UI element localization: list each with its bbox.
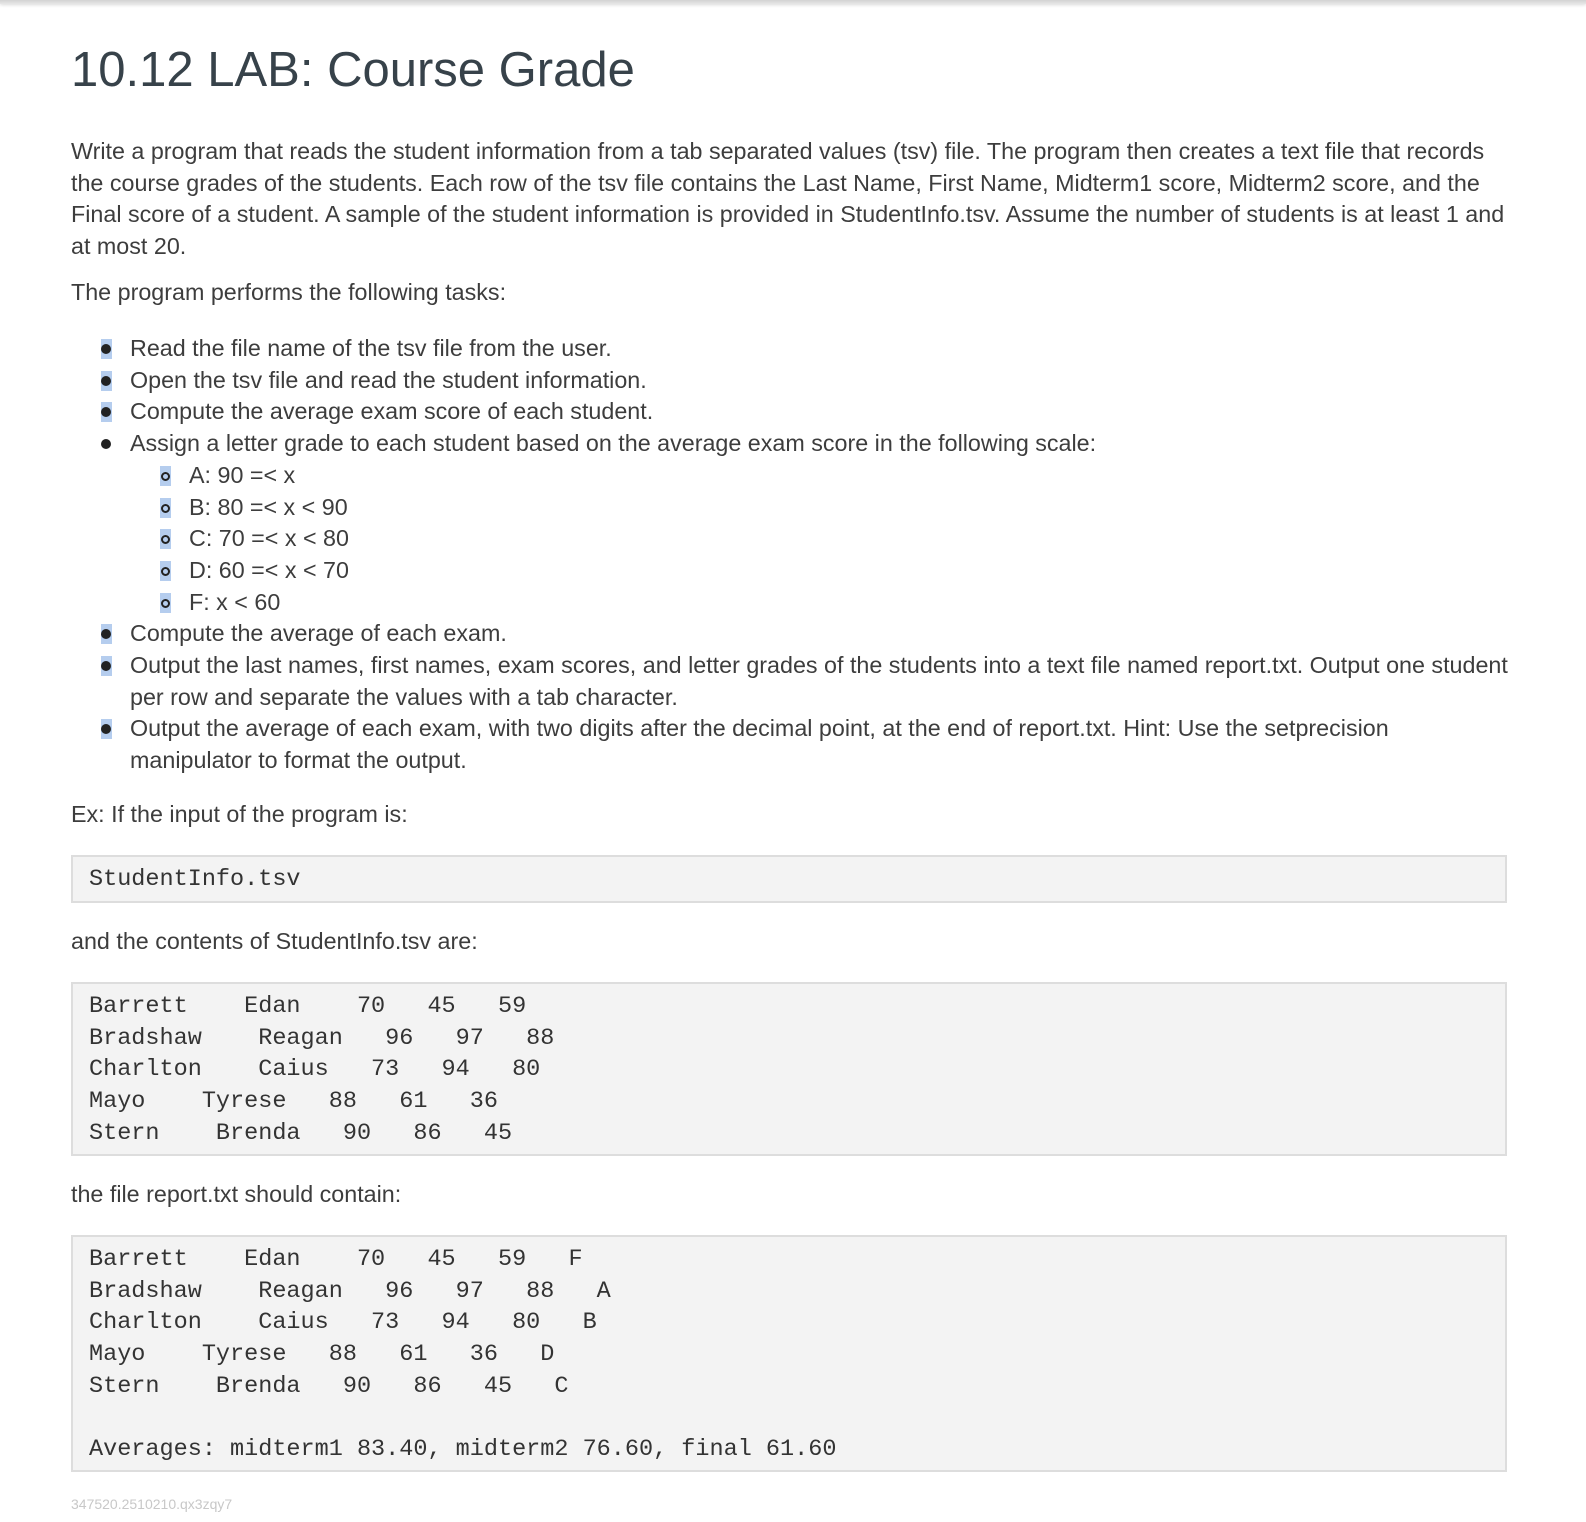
list-item (130, 587, 1511, 619)
grade-scale-text: B: 80 =< x < 90 (189, 493, 348, 520)
list-item (71, 333, 1511, 365)
task-text: Assign a letter grade to each student based on the average exam score in the following scale: (130, 430, 1097, 457)
list-item (71, 365, 1511, 397)
bullet-icon (101, 339, 112, 359)
grade-scale-text: D: 60 =< x < 70 (189, 556, 349, 583)
contents-intro: and the contents of StudentInfo.tsv are: (71, 928, 478, 954)
code-line: Mayo Tyrese 88 61 36 D (89, 1341, 555, 1369)
grade-scale-text: C: 70 =< x < 80 (189, 525, 349, 552)
code-line: Stern Brenda 90 86 45 (89, 1119, 513, 1147)
task-text: Read the file name of the tsv file from the user. (130, 335, 612, 361)
tsv-contents-box (71, 982, 1507, 1156)
list-item (130, 555, 1511, 587)
task-text: Output the average of each exam, with two digits after the decimal point, at the end of report.txt. Hint: Use the setprecision manipulator to format the output. (130, 715, 1389, 774)
task-text: Compute the average of each exam. (130, 620, 507, 647)
code-line: Mayo Tyrese 88 61 36 (89, 1088, 498, 1116)
circle-bullet-icon (160, 466, 171, 486)
list-item (130, 492, 1511, 524)
code-line: StudentInfo.tsv (89, 866, 301, 893)
code-line: Charlton Caius 73 94 80 (89, 1056, 541, 1084)
bullet-icon (101, 434, 112, 454)
code-line: Barrett Edan 70 45 59 (89, 993, 527, 1020)
list-item (130, 460, 1511, 492)
code-line: Bradshaw Reagan 96 97 88 (89, 1024, 555, 1052)
bullet-icon (101, 656, 112, 676)
bullet-icon (101, 402, 112, 422)
page-title: 10.12 LAB: Course Grade (71, 43, 635, 97)
averages-line: Averages: midterm1 83.40, midterm2 76.60, final 61.60 (89, 1436, 837, 1464)
circle-bullet-icon (160, 593, 171, 613)
blank-line (89, 1402, 1489, 1434)
code-line: Bradshaw Reagan 96 97 88 A (89, 1277, 611, 1305)
code-line: Charlton Caius 73 94 80 B (89, 1309, 597, 1337)
list-item (71, 650, 1511, 713)
list-item (71, 428, 1511, 618)
bullet-icon (101, 624, 112, 644)
intro-paragraph: Write a program that reads the student information from a tab separated values (tsv) file. The program then creates a text file that records the course grades of the students. Each row of the tsv file contains the Last Name, First Name, Midterm1 score, Midterm2 score, and the Final score of a student. A sample of the student information is provided in StudentInfo.tsv. Assume the number of students is at least 1 and at most 20. (71, 138, 1505, 260)
code-line: Barrett Edan 70 45 59 F (89, 1246, 583, 1273)
top-shadow-bar (0, 0, 1586, 4)
example-input-box (71, 855, 1507, 903)
list-item (130, 523, 1511, 555)
grade-scale-text: A: 90 =< x (189, 461, 296, 488)
list-item (71, 396, 1511, 428)
task-list (71, 333, 1511, 777)
bullet-icon (101, 371, 112, 391)
task-text: Compute the average exam score of each student. (130, 398, 654, 425)
list-item (71, 713, 1511, 776)
task-text: Open the tsv file and read the student information. (130, 366, 647, 393)
task-text: Output the last names, first names, exam scores, and letter grades of the students into a text file named report.txt. Output one student per row and separate the values with a tab character. (130, 652, 1508, 710)
lab-id-footer: 347520.2510210.qx3zqy7 (71, 1496, 233, 1512)
circle-bullet-icon (160, 561, 171, 581)
grade-scale-text: F: x < 60 (189, 588, 281, 615)
list-item (71, 618, 1511, 650)
circle-bullet-icon (160, 529, 171, 549)
grade-scale-list (130, 460, 1511, 619)
circle-bullet-icon (160, 498, 171, 518)
report-output-box (71, 1235, 1507, 1472)
tasks-intro: The program performs the following tasks: (71, 279, 507, 305)
example-intro: Ex: If the input of the program is: (71, 801, 408, 827)
code-line: Stern Brenda 90 86 45 C (89, 1372, 569, 1400)
bullet-icon (101, 719, 112, 739)
report-intro: the file report.txt should contain: (71, 1181, 402, 1207)
